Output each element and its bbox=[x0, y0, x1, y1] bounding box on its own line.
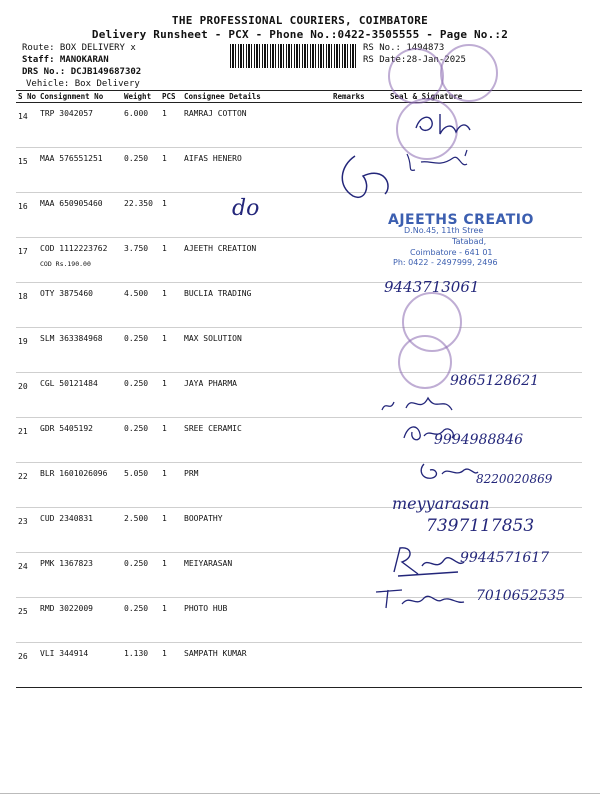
table-row bbox=[16, 598, 582, 643]
row17-phone-handwriting: 9443713061 bbox=[384, 278, 480, 296]
col-consignee: Consignee Details bbox=[182, 91, 331, 103]
row-sno: 18 bbox=[16, 283, 38, 328]
row-sno: 22 bbox=[16, 463, 38, 508]
row-remarks bbox=[331, 103, 388, 148]
row-sno: 16 bbox=[16, 193, 38, 238]
row-weight: 22.350 bbox=[122, 193, 160, 238]
row-weight: 0.250 bbox=[122, 553, 160, 598]
table-header-row bbox=[16, 91, 582, 103]
row-consignment-number: COD 1112223762 bbox=[40, 244, 108, 253]
row23-phone-handwriting: 8220020869 bbox=[476, 472, 553, 486]
row-consignment: GDR 5405192 bbox=[38, 418, 122, 463]
ditto-handwriting: do bbox=[232, 196, 260, 221]
stamp-area: Tatabad, bbox=[452, 237, 487, 246]
row-consignee: SAMPATH KUMAR bbox=[182, 643, 331, 688]
stamp-top-left bbox=[388, 48, 444, 104]
row-sno: 15 bbox=[16, 148, 38, 193]
row-consignment: MAA 576551251 bbox=[38, 148, 122, 193]
stamp-address: D.No.45, 11th Stree bbox=[404, 226, 484, 235]
row-remarks bbox=[331, 283, 388, 328]
row-consignee: PRM bbox=[182, 463, 331, 508]
row-weight: 1.130 bbox=[122, 643, 160, 688]
signature-row25 bbox=[388, 542, 468, 582]
row-sno: 26 bbox=[16, 643, 38, 688]
row-weight: 0.250 bbox=[122, 373, 160, 418]
row-pcs: 1 bbox=[160, 373, 182, 418]
row-consignee: BUCLIA TRADING bbox=[182, 283, 331, 328]
row-weight: 0.250 bbox=[122, 328, 160, 373]
row-pcs: 1 bbox=[160, 328, 182, 373]
row-consignment: OTY 3875460 bbox=[38, 283, 122, 328]
row-pcs: 1 bbox=[160, 238, 182, 283]
row-pcs: 1 bbox=[160, 598, 182, 643]
row-weight: 4.500 bbox=[122, 283, 160, 328]
row-pcs: 1 bbox=[160, 463, 182, 508]
row-pcs: 1 bbox=[160, 643, 182, 688]
row-consignee: BOOPATHY bbox=[182, 508, 331, 553]
row-sno: 17 bbox=[16, 238, 38, 283]
staff-label: Staff: MANOKARAN bbox=[22, 55, 109, 65]
signature-row21 bbox=[376, 388, 496, 418]
table-row bbox=[16, 103, 582, 148]
row-pcs: 1 bbox=[160, 553, 182, 598]
table-row bbox=[16, 328, 582, 373]
row-weight: 6.000 bbox=[122, 103, 160, 148]
stamp-top-right bbox=[440, 44, 498, 102]
stamp-phone: Ph: 0422 - 2497999, 2496 bbox=[393, 258, 498, 267]
row-remarks bbox=[331, 418, 388, 463]
signature-row14 bbox=[410, 108, 490, 138]
row24-name-handwriting: meyyarasan bbox=[392, 494, 490, 513]
rs-date: RS Date:28-Jan-2025 bbox=[363, 55, 466, 65]
signature-row26 bbox=[372, 584, 472, 612]
runsheet-title: Delivery Runsheet - PCX - Phone No.:0422-3505555 - Page No.:2 bbox=[91, 28, 509, 41]
row-weight: 0.250 bbox=[122, 418, 160, 463]
col-consignment: Consignment No bbox=[38, 91, 122, 103]
row-consignment: SLM 363384968 bbox=[38, 328, 122, 373]
row-pcs: 1 bbox=[160, 148, 182, 193]
page-bottom-edge bbox=[0, 793, 600, 794]
stamp-city: Coimbatore - 641 01 bbox=[410, 248, 493, 257]
col-seal-signature: Seal & Signature bbox=[388, 91, 582, 103]
row-remarks bbox=[331, 643, 388, 688]
row-consignment: TRP 3042057 bbox=[38, 103, 122, 148]
row-remarks bbox=[331, 463, 388, 508]
row-weight: 2.500 bbox=[122, 508, 160, 553]
row26-phone-handwriting: 7010652535 bbox=[476, 588, 566, 604]
row-weight: 5.050 bbox=[122, 463, 160, 508]
row-pcs: 1 bbox=[160, 508, 182, 553]
row-weight: 0.250 bbox=[122, 598, 160, 643]
row-sno: 20 bbox=[16, 373, 38, 418]
row-pcs: 1 bbox=[160, 103, 182, 148]
vehicle-label: Vehicle: Box Delivery bbox=[26, 79, 140, 89]
row-consignment: BLR 1601026096 bbox=[38, 463, 122, 508]
row-weight: 3.750 bbox=[122, 238, 160, 283]
rs-number: RS No.: 1494873 bbox=[363, 43, 445, 53]
signature-row23 bbox=[416, 458, 480, 484]
row-consignee: RAMRAJ COTTON bbox=[182, 103, 331, 148]
row-sno: 14 bbox=[16, 103, 38, 148]
row-consignee: MAX SOLUTION bbox=[182, 328, 331, 373]
cod-amount-note: COD Rs.190.00 bbox=[40, 260, 91, 268]
col-remarks: Remarks bbox=[331, 91, 388, 103]
row-pcs: 1 bbox=[160, 283, 182, 328]
row-consignment: VLI 344914 bbox=[38, 643, 122, 688]
row-consignee: SREE CERAMIC bbox=[182, 418, 331, 463]
col-pcs: PCS bbox=[160, 91, 182, 103]
row-consignment: MAA 650905460 bbox=[38, 193, 122, 238]
row-sno: 23 bbox=[16, 508, 38, 553]
row22-phone-handwriting: 9994988846 bbox=[434, 432, 524, 448]
row-sno: 21 bbox=[16, 418, 38, 463]
drs-label: DRS No.: DCJB149687302 bbox=[22, 67, 142, 77]
row-sno: 24 bbox=[16, 553, 38, 598]
col-sno: S No bbox=[18, 92, 37, 101]
signature-row15-16 bbox=[335, 146, 595, 206]
row-remarks bbox=[331, 328, 388, 373]
row-consignment: CUD 2340831 bbox=[38, 508, 122, 553]
stamp-row20 bbox=[398, 335, 452, 389]
stamp-company-name: AJEETHS CREATIO bbox=[388, 212, 534, 228]
row-consignment bbox=[38, 238, 122, 283]
row-consignee: JAYA PHARMA bbox=[182, 373, 331, 418]
row-remarks bbox=[331, 238, 388, 283]
row-pcs: 1 bbox=[160, 193, 182, 238]
row-consignment: CGL 50121484 bbox=[38, 373, 122, 418]
row-remarks bbox=[331, 508, 388, 553]
row-weight: 0.250 bbox=[122, 148, 160, 193]
row-consignee: PHOTO HUB bbox=[182, 598, 331, 643]
signature-row22 bbox=[400, 420, 460, 446]
company-title: THE PROFESSIONAL COURIERS, COIMBATORE bbox=[171, 14, 429, 27]
row-consignee: MEIYARASAN bbox=[182, 553, 331, 598]
row-consignment: PMK 1367823 bbox=[38, 553, 122, 598]
row25-phone-handwriting: 9944571617 bbox=[460, 550, 550, 566]
row-sno: 25 bbox=[16, 598, 38, 643]
row-consignment: RMD 3022009 bbox=[38, 598, 122, 643]
row21-phone-handwriting: 9865128621 bbox=[450, 373, 540, 389]
row-consignee: AJEETH CREATION bbox=[182, 238, 331, 283]
table-row bbox=[16, 643, 582, 688]
row-signature bbox=[388, 643, 582, 688]
row-pcs: 1 bbox=[160, 418, 182, 463]
route-label: Route: BOX DELIVERY x bbox=[22, 43, 136, 53]
barcode bbox=[230, 44, 358, 68]
table-row bbox=[16, 283, 582, 328]
row24-phone-handwriting: 7397117853 bbox=[426, 516, 535, 536]
row-sno: 19 bbox=[16, 328, 38, 373]
row-consignee: AIFAS HENERO bbox=[182, 148, 331, 193]
col-weight: Weight bbox=[122, 91, 160, 103]
